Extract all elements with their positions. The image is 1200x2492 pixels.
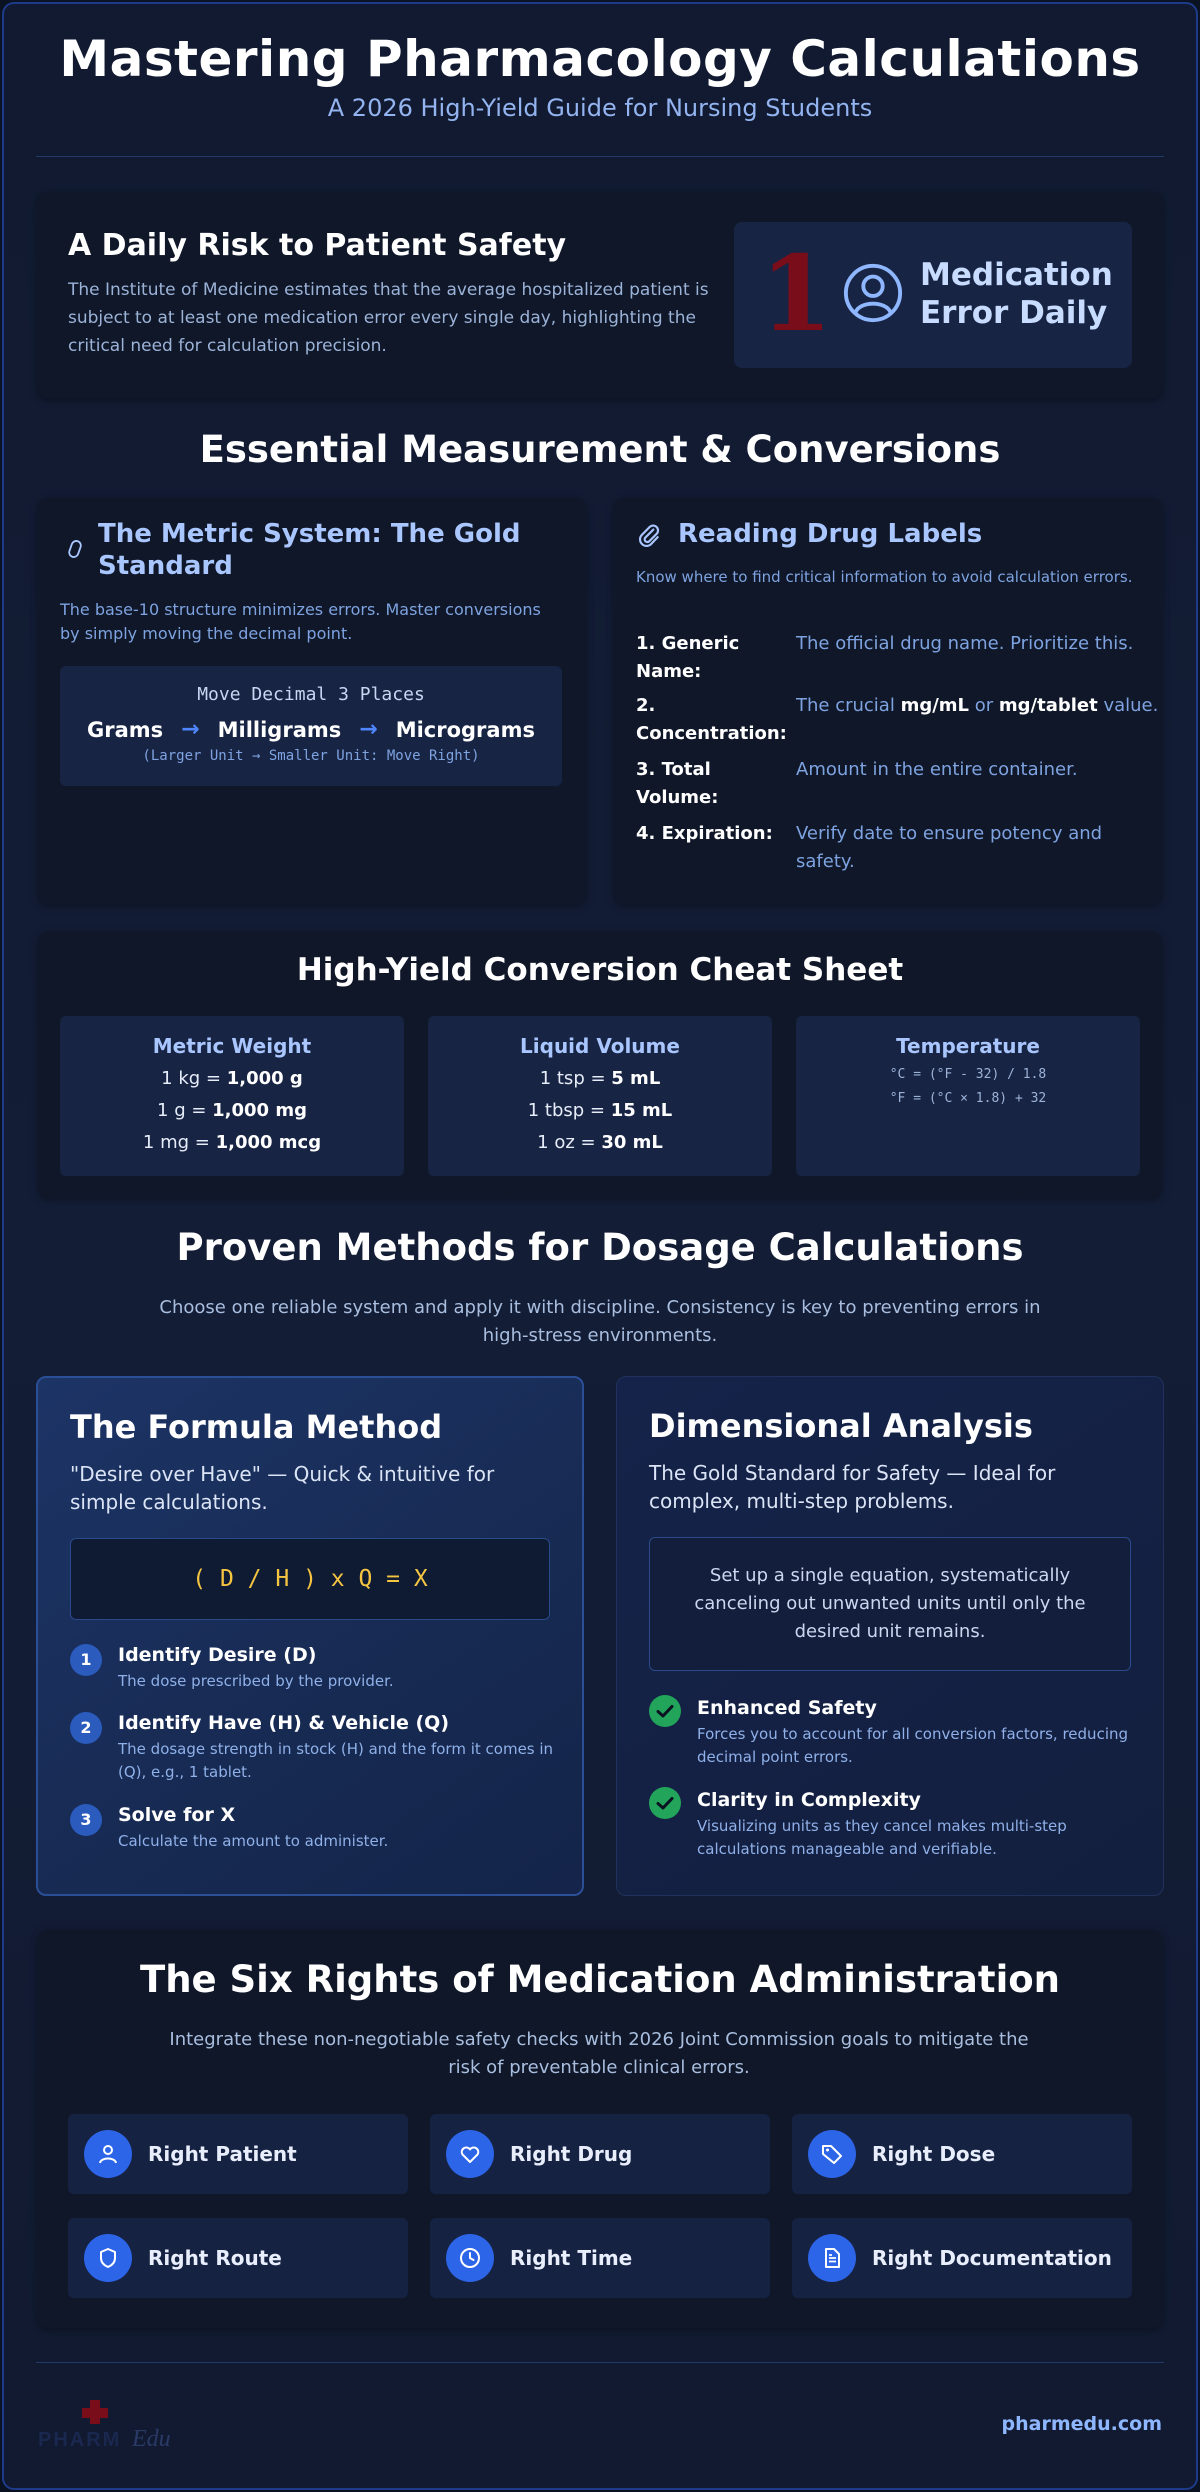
metric-system-card bbox=[38, 498, 586, 904]
label-key: 2. Concentration: bbox=[636, 695, 787, 744]
cheat-line: 1 tbsp = 15 mL bbox=[527, 1100, 673, 1121]
risk-card bbox=[38, 192, 1162, 398]
rights-title: The Six Rights of Medication Administration bbox=[139, 1958, 1061, 2001]
check-circle-icon bbox=[649, 1695, 681, 1727]
benefit-desc: Visualizing units as they cancel makes multi-step calculations manageable and verifiable. bbox=[697, 1817, 1067, 1858]
cheat-col-volume bbox=[428, 1016, 772, 1176]
metric-desc: The base-10 structure minimizes errors. Master conversions by simply moving the decimal point. bbox=[60, 600, 541, 643]
measurement-section-title: Essential Measurement & Conversions bbox=[199, 428, 1001, 471]
right-label: Right Route bbox=[148, 2246, 282, 2270]
user-icon bbox=[84, 2130, 132, 2178]
right-route bbox=[68, 2218, 408, 2298]
labels-title: Reading Drug Labels bbox=[678, 519, 983, 549]
label-key: 4. Expiration: bbox=[636, 823, 773, 844]
cheat-col-heading: Liquid Volume bbox=[520, 1034, 680, 1058]
cheat-col-temperature bbox=[796, 1016, 1140, 1176]
step-desc: The dosage strength in stock (H) and the form it comes in (Q), e.g., 1 tablet. bbox=[118, 1740, 554, 1781]
rights-desc: Integrate these non-negotiable safety checks with 2026 Joint Commission goals to mitigate the risk of preventable clinical errors. bbox=[169, 2029, 1029, 2078]
arrow-right-icon: → bbox=[359, 717, 378, 742]
methods-desc: Choose one reliable system and apply it with discipline. Consistency is key to preventing errors in high-stress environments. bbox=[159, 1297, 1041, 1346]
step-desc: The dose prescribed by the provider. bbox=[118, 1672, 394, 1690]
label-value: The crucial mg/mL or mg/tablet value. bbox=[796, 695, 1159, 716]
right-time bbox=[430, 2218, 770, 2298]
risk-heading: A Daily Risk to Patient Safety bbox=[68, 228, 567, 263]
cheat-col-heading: Temperature bbox=[896, 1034, 1040, 1058]
step-number: 1 bbox=[70, 1644, 102, 1676]
benefit-desc: Forces you to account for all conversion factors, reducing decimal point errors. bbox=[697, 1725, 1129, 1766]
stat-label-line2: Error Daily bbox=[920, 295, 1108, 331]
six-rights-card bbox=[38, 1930, 1162, 2328]
cheat-line: 1 mg = 1,000 mcg bbox=[142, 1132, 322, 1153]
cheat-line: 1 g = 1,000 mg bbox=[157, 1100, 307, 1121]
drug-labels-card bbox=[614, 498, 1162, 904]
right-label: Right Time bbox=[510, 2246, 633, 2270]
stat-box bbox=[734, 222, 1132, 368]
arrow-right-icon: → bbox=[181, 717, 200, 742]
right-label: Right Patient bbox=[148, 2142, 297, 2166]
cheat-line: 1 oz = 30 mL bbox=[537, 1132, 663, 1153]
formula-method-card bbox=[36, 1376, 584, 1896]
document-icon bbox=[808, 2234, 856, 2282]
right-documentation bbox=[792, 2218, 1132, 2298]
methods-section-title: Proven Methods for Dosage Calculations bbox=[176, 1226, 1024, 1269]
stat-number: 1 bbox=[760, 232, 833, 355]
metric-title bbox=[98, 518, 558, 582]
unit-chain bbox=[60, 717, 562, 742]
temp-formula: °C = (°F - 32) / 1.8 bbox=[889, 1067, 1047, 1082]
unit-milligrams: Milligrams bbox=[217, 717, 342, 742]
metric-title-line1: The Metric System: The Gold bbox=[98, 519, 521, 549]
heart-icon bbox=[446, 2130, 494, 2178]
label-value: The official drug name. Prioritize this. bbox=[796, 633, 1134, 654]
check-circle-icon bbox=[649, 1787, 681, 1819]
footer-url-link[interactable]: pharmedu.com bbox=[1001, 2413, 1162, 2435]
labels-desc: Know where to find critical information to avoid calculation errors. bbox=[636, 568, 1133, 586]
label-key: 1. Generic Name: bbox=[636, 633, 740, 682]
cheat-sheet-title: High-Yield Conversion Cheat Sheet bbox=[296, 952, 904, 988]
decimal-note: (Larger Unit → Smaller Unit: Move Right) bbox=[142, 748, 480, 764]
clock-icon bbox=[446, 2234, 494, 2282]
risk-text: The Institute of Medicine estimates that the average hospitalized patient is subject to at least one medication error every single day, highlighting the critical need for calculation precision. bbox=[68, 280, 709, 356]
metric-title-line2: Standard bbox=[98, 551, 233, 581]
step-number: 3 bbox=[70, 1804, 102, 1836]
dimensional-title: Dimensional Analysis bbox=[649, 1407, 1033, 1445]
stat-label bbox=[920, 256, 1113, 332]
cheat-col-heading: Metric Weight bbox=[152, 1034, 312, 1058]
decimal-box-title: Move Decimal 3 Places bbox=[197, 684, 425, 705]
cheat-line: 1 tsp = 5 mL bbox=[539, 1068, 661, 1089]
divider bbox=[36, 2362, 1164, 2363]
formula-equation: ( D / H ) x Q = X bbox=[70, 1538, 550, 1620]
step-desc: Calculate the amount to administer. bbox=[118, 1832, 389, 1850]
step-heading: Identify Desire (D) bbox=[118, 1644, 317, 1666]
pharmedu-logo bbox=[38, 2396, 188, 2460]
page-title: Mastering Pharmacology Calculations bbox=[59, 30, 1141, 88]
formula-title: The Formula Method bbox=[70, 1408, 443, 1446]
cheat-sheet-card bbox=[38, 932, 1162, 1198]
benefit-heading: Enhanced Safety bbox=[697, 1697, 877, 1719]
right-drug bbox=[430, 2114, 770, 2194]
page-subtitle: A 2026 High-Yield Guide for Nursing Students bbox=[327, 94, 873, 122]
decimal-box bbox=[60, 666, 562, 786]
unit-grams: Grams bbox=[87, 717, 164, 742]
user-circle-icon bbox=[842, 262, 904, 324]
cheat-col-weight bbox=[60, 1016, 404, 1176]
step-number: 2 bbox=[70, 1712, 102, 1744]
benefit-heading: Clarity in Complexity bbox=[697, 1789, 921, 1811]
divider bbox=[36, 156, 1164, 157]
svg-text:Edu: Edu bbox=[132, 2426, 171, 2452]
dimensional-analysis-card bbox=[616, 1376, 1164, 1896]
label-key: 3. Total Volume: bbox=[636, 759, 719, 808]
right-label: Right Dose bbox=[872, 2142, 996, 2166]
page-header bbox=[0, 30, 1200, 122]
shield-icon bbox=[84, 2234, 132, 2282]
label-value: Verify date to ensure potency and safety. bbox=[796, 823, 1103, 872]
right-label: Right Drug bbox=[510, 2142, 633, 2166]
cheat-line: 1 kg = 1,000 g bbox=[161, 1068, 303, 1089]
stat-label-line1: Medication bbox=[920, 257, 1113, 293]
step-heading: Solve for X bbox=[118, 1804, 236, 1826]
formula-subtitle: "Desire over Have" — Quick & intuitive for simple calculations. bbox=[70, 1462, 495, 1514]
temp-formula: °F = (°C × 1.8) + 32 bbox=[889, 1091, 1047, 1106]
unit-micrograms: Micrograms bbox=[395, 717, 535, 742]
label-value: Amount in the entire container. bbox=[796, 759, 1078, 780]
tag-icon bbox=[808, 2130, 856, 2178]
svg-text:PHARM: PHARM bbox=[38, 2429, 122, 2451]
right-patient bbox=[68, 2114, 408, 2194]
dimensional-subtitle: The Gold Standard for Safety — Ideal for complex, multi-step problems. bbox=[649, 1461, 1056, 1513]
dimensional-box: Set up a single equation, systematically canceling out unwanted units until only the desired unit remains. bbox=[649, 1537, 1131, 1671]
pill-capsule-icon bbox=[64, 538, 86, 560]
right-dose bbox=[792, 2114, 1132, 2194]
right-label: Right Documentation bbox=[872, 2246, 1112, 2270]
paperclip-icon bbox=[636, 522, 662, 548]
step-heading: Identify Have (H) & Vehicle (Q) bbox=[118, 1712, 450, 1734]
